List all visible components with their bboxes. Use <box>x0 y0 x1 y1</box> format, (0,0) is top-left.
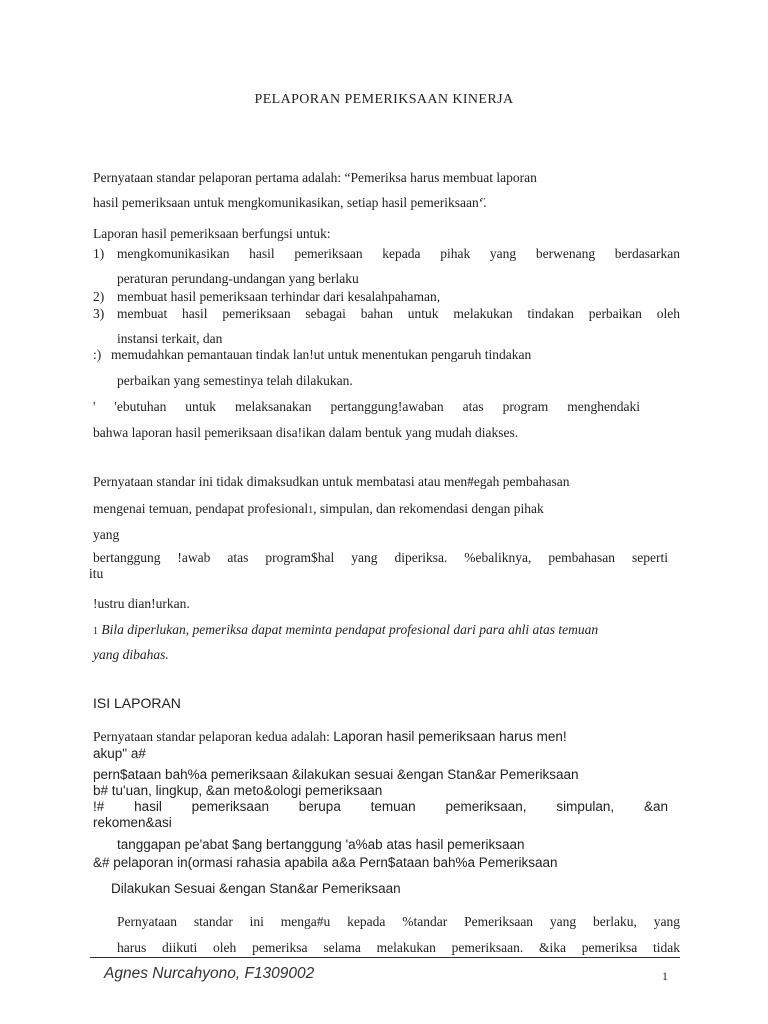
list-number: 3) <box>93 306 105 321</box>
list-number: 1) <box>93 246 105 261</box>
list-item-continuation: instansi terkait, dan <box>117 331 223 346</box>
list-number: 2) <box>93 289 105 304</box>
functions-intro: Laporan hasil pemeriksaan berfungsi untuk: <box>93 226 331 241</box>
paragraph-line: yang <box>93 527 120 542</box>
paragraph-line: Pernyataan standar ini tidak dimaksudkan untuk membatasi atau men#egah pembahasan <box>93 474 570 489</box>
list-item: memudahkan pemantauan tindak lan!ut untuk menentukan pengaruh tindakan <box>111 347 532 362</box>
paragraph-line: ' 'ebutuhan untuk melaksanakan pertanggung!awaban atas program menghendaki <box>93 399 640 414</box>
footer-author: Agnes Nurcahyono, F1309002 <box>104 965 315 982</box>
list-item-continuation: perbaikan yang semestinya telah dilakukan. <box>117 373 353 388</box>
paragraph-line: Pernyataan standar pelaporan pertama adalah: “Pemeriksa harus membuat laporan <box>93 170 537 185</box>
list-number: :) <box>93 347 102 362</box>
paragraph-line: bahwa laporan hasil pemeriksaan disa!ikan dalam bentuk yang mudah diakses. <box>93 425 519 440</box>
paragraph-line: hasil pemeriksaan untuk mengkomunikasikan, setiap hasil pemeriksaan‘̈. <box>93 195 487 210</box>
subheading: Dilakukan Sesuai &engan Stan&ar Pemeriksaan <box>111 881 401 896</box>
section-intro-line: akup" a# <box>93 746 146 761</box>
list-item: membuat hasil pemeriksaan terhindar dari kesalahpahaman, <box>117 289 441 304</box>
footnote-line: 1 Bila diperlukan, pemeriksa dapat meminta pendapat profesional dari para ahli atas temuan <box>93 622 599 637</box>
list-item-continuation: rekomen&asi <box>93 815 172 830</box>
list-item: membuat hasil pemeriksaan sebagai bahan untuk melakukan tindakan perbaikan oleh <box>117 306 680 321</box>
section-heading: ISI LAPORAN <box>93 695 181 711</box>
list-item: !# hasil pemeriksaan berupa temuan pemeriksaan, simpulan, &an <box>93 799 668 814</box>
list-item: &# pelaporan in(ormasi rahasia apabila a&a Pern$ataan bah%a Pemeriksaan <box>93 855 558 870</box>
paragraph-line: itu <box>89 566 104 581</box>
paragraph-line: !ustru dian!urkan. <box>93 596 190 611</box>
paragraph-line: Pernyataan standar ini menga#u kepada %tandar Pemeriksaan yang berlaku, yang <box>117 914 680 929</box>
paragraph-line: mengenai temuan, pendapat profesional1, simpulan, dan rekomendasi dengan pihak <box>93 501 544 516</box>
page-number: 1 <box>662 969 668 983</box>
paragraph-line: harus diikuti oleh pemeriksa selama melakukan pemeriksaan. &ika pemeriksa tidak <box>117 940 680 955</box>
footnote-line: yang dibahas. <box>93 647 169 662</box>
footnote-mark: 1 <box>93 626 98 637</box>
paragraph-line: bertanggung !awab atas program$hal yang diperiksa. %ebaliknya, pembahasan seperti <box>93 550 668 565</box>
footer-divider <box>90 957 680 958</box>
list-item: tanggapan pe'abat $ang bertanggung 'a%ab atas hasil pemeriksaan <box>117 837 525 852</box>
page-title: PELAPORAN PEMERIKSAAN KINERJA <box>254 92 514 107</box>
list-item-continuation: peraturan perundang-undangan yang berlaku <box>117 271 359 286</box>
footnote-reference: 1 <box>308 505 314 516</box>
section-intro-line: Pernyataan standar pelaporan kedua adalah: Laporan hasil pemeriksaan harus men! <box>93 729 567 744</box>
list-item: mengkomunikasikan hasil pemeriksaan kepada pihak yang berwenang berdasarkan <box>117 246 680 261</box>
list-item: b# tu'uan, lingkup, &an meto&ologi pemeriksaan <box>93 783 383 798</box>
list-item: pern$ataan bah%a pemeriksaan &ilakukan sesuai &engan Stan&ar Pemeriksaan <box>93 767 579 782</box>
